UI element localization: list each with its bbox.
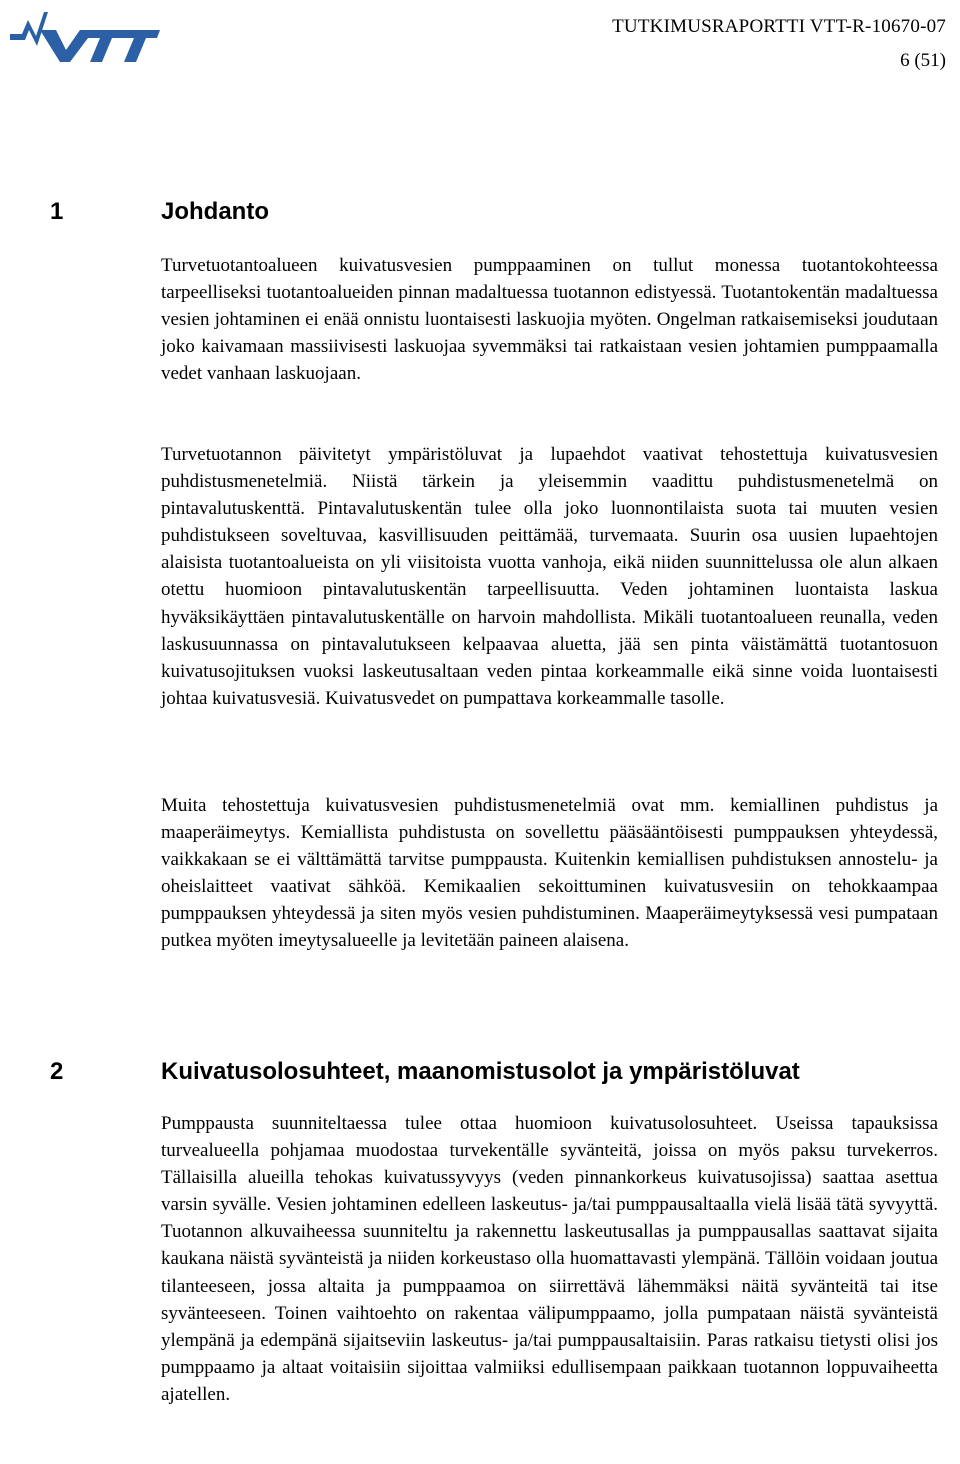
section-title: Johdanto xyxy=(161,198,269,225)
paragraph: Muita tehostettuja kuivatusvesien puhdistusmenetelmiä ovat mm. kemiallinen puhdistus ja maaperäimeytys. Kemiallista puhdistusta on sovellettu pääsääntöisesti pumppauksen yhteydessä, vaikkakaan se ei välttämättä tarvitse pumppausta. Kuitenkin kemiallisen puhdistuksen annostelu- ja oheislaitteet vaativat sähköä. Kemikaalien sekoittuminen kuivatusvesiin on tehokkaampaa pumppauksen yhteydessä ja siten myös vesien puhdistuminen. Maaperäimeytyksessä vesi pumpataan putkea myöten imeytysalueelle ja levitetään paineen alaisena. xyxy=(161,795,938,952)
vtt-logo xyxy=(8,6,160,64)
paragraph: Turvetuotannon päivitetyt ympäristöluvat ja lupaehdot vaativat tehostettuja kuivatusvesien puhdistusmenetelmiä. Niistä tärkein ja yleisemmin vaadittu puhdistusmenetelmä on pintavalutuskenttä. Pintavalutuskentän tulee olla joko luonnontilaista suota tai muuten vesien puhdistukseen soveltuvaa, kasvillisuuden peittämää, turvemaata. Suurin osa uusien lupaehtojen alaisista tuotantoalueista on yli viisitoista vuotta vanhoja, eikä niiden suunnittelussa ole alun alkaen otettu huomioon pintavalutuskentän tarpeellisuutta. Veden johtaminen luontaista laskua hyväksikäyttäen pintavalutuskentälle on harvoin mahdollista. Mikäli tuotantoalueen reunalla, veden laskusuunnassa on pintavalutukseen kelpaavaa aluetta, jää sen pinta väistämättä tuotantosuon kuivatusojituksen vuoksi laskeutusaltaan veden pintaa korkeammalle eikä sinne voida luontaisesti johtaa kuivatusvesiä. Kuivatusvedet on pumpattava korkeammalle tasolle. xyxy=(161,444,938,709)
paragraph: Pumppausta suunniteltaessa tulee ottaa huomioon kuivatusolosuhteet. Useissa tapauksissa turvealueella pohjamaa muodostaa turvekentälle syvänteitä, joissa on myös paksu turvekerros. Tällaisilla alueilla tehokas kuivatussyvyys (veden pinnankorkeus kuivatusojissa) saattaa asettua varsin syvälle. Vesien johtaminen edelleen laskeutus- ja/tai pumppausaltaalla vielä lisää tätä syvyyttä. Tuotannon alkuvaiheessa suunniteltu ja rakennettu laskeutusallas ja pumppausallas saattavat sijaita kaukana näistä syvänteistä ja niiden korkeustaso olla huomattavasti ylempänä. Tällöin voidaan joutua tilanteeseen, jossa altaita ja pumppaamoa on siirrettävä lähemmäksi näitä syvänteitä tai itse syvänteeseen. Toinen vaihtoehto on rakentaa välipumppaamo, jolla pumpataan näistä syvänteistä ylempänä ja edempänä sijaitseviin laskeutus- ja/tai pumppausaltaisiin. Paras ratkaisu tietysti olisi jos pumppaamo ja altaat voitaisiin sijoittaa valmiiksi edullisempaan paikkaan tuotannon loppuvaiheetta ajatellen. xyxy=(161,1113,938,1405)
section-title: Kuivatusolosuhteet, maanomistusolot ja ympäristöluvat xyxy=(161,1058,800,1085)
section-number: 1 xyxy=(50,198,64,225)
section-number: 2 xyxy=(50,1058,64,1085)
paragraph: Turvetuotantoalueen kuivatusvesien pumppaaminen on tullut monessa tuotantokohteessa tarpeelliseksi tuotantoalueiden pinnan madaltuessa tuotannon edistyessä. Tuotantokentän madaltuessa vesien johtaminen ei enää onnistu luontaisesti laskuojia myöten. Ongelman ratkaisemiseksi joudutaan joko kaivamaan massiivisesti laskuojaa syvemmäksi tai ratkaistaan vesien johtamien pumppaamalla vedet vanhaan laskuojaan. xyxy=(161,255,938,385)
vtt-logo-icon xyxy=(8,6,160,64)
report-id: TUTKIMUSRAPORTTI VTT-R-10670-07 xyxy=(612,16,946,37)
page-number: 6 (51) xyxy=(900,50,946,71)
